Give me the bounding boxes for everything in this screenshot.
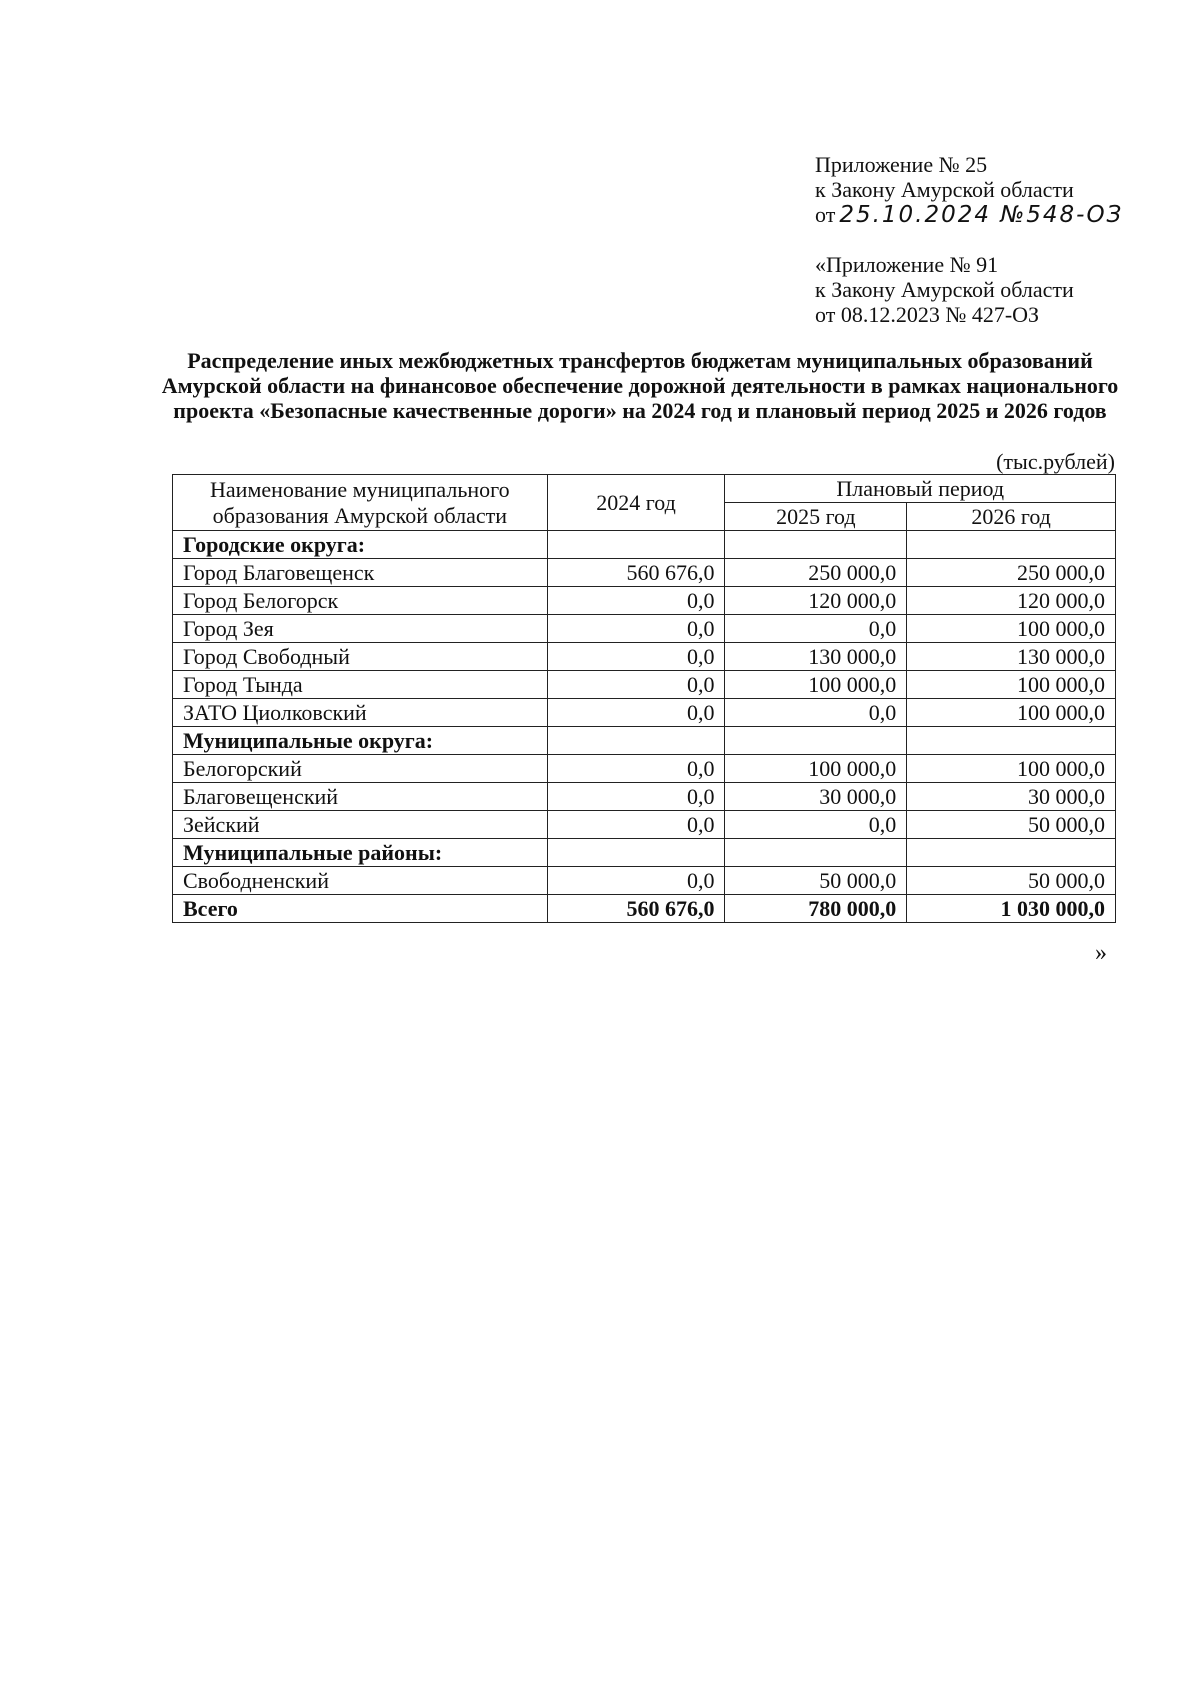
cell-name: Городские округа: xyxy=(173,531,548,559)
cell-name: Город Благовещенск xyxy=(173,559,548,587)
cell-name: Белогорский xyxy=(173,755,548,783)
table-row xyxy=(173,811,1116,839)
cell-2026: 100 000,0 xyxy=(907,699,1116,727)
cell-name: Город Белогорск xyxy=(173,587,548,615)
group-row xyxy=(173,727,1116,755)
previous-appendix-number: «Приложение № 91 xyxy=(815,252,999,277)
cell-2024: 560 676,0 xyxy=(547,895,725,923)
cell-2024: 0,0 xyxy=(547,755,725,783)
law-date-line xyxy=(815,202,1175,228)
document-title: Распределение иных межбюджетных трансфертов бюджетам муниципальных образований Амурской области на финансовое обеспечение дорожной деятельности в рамках национального проекта «Безопасные качественные дороги» на 2024 год и плановый период 2025 и 2026 годов xyxy=(161,348,1119,423)
table-row xyxy=(173,867,1116,895)
cell-name: Город Свободный xyxy=(173,643,548,671)
column-header-name: Наименование муниципального образования Амурской области xyxy=(173,475,548,531)
appendix-number: Приложение № 25 xyxy=(815,152,988,177)
cell-2026: 50 000,0 xyxy=(907,811,1116,839)
cell-2025: 250 000,0 xyxy=(725,559,907,587)
table-row xyxy=(173,699,1116,727)
units-label: (тыс.рублей) xyxy=(996,449,1115,474)
cell-2026: 1 030 000,0 xyxy=(907,895,1116,923)
cell-2024: 0,0 xyxy=(547,811,725,839)
cell-2026: 30 000,0 xyxy=(907,783,1116,811)
cell-name: Город Тында xyxy=(173,671,548,699)
cell-name: Муниципальные районы: xyxy=(173,839,548,867)
cell-name: ЗАТО Циолковский xyxy=(173,699,548,727)
group-row xyxy=(173,531,1116,559)
appendix-header xyxy=(815,152,1175,228)
cell-2025: 50 000,0 xyxy=(725,867,907,895)
cell-2026 xyxy=(907,727,1116,755)
table-row xyxy=(173,643,1116,671)
previous-law-date: от 08.12.2023 № 427-ОЗ xyxy=(815,302,1040,327)
cell-2026: 250 000,0 xyxy=(907,559,1116,587)
cell-2025: 100 000,0 xyxy=(725,671,907,699)
table-row xyxy=(173,615,1116,643)
cell-2025: 120 000,0 xyxy=(725,587,907,615)
cell-2026: 100 000,0 xyxy=(907,615,1116,643)
table-row xyxy=(173,755,1116,783)
handwritten-date: 25.10.2024 №548-ОЗ xyxy=(839,202,1124,228)
cell-2024 xyxy=(547,531,725,559)
cell-2026 xyxy=(907,839,1116,867)
previous-appendix-header xyxy=(815,252,1175,327)
cell-2025 xyxy=(725,727,907,755)
total-row xyxy=(173,895,1116,923)
cell-2024 xyxy=(547,727,725,755)
cell-2024: 0,0 xyxy=(547,615,725,643)
cell-2026: 120 000,0 xyxy=(907,587,1116,615)
table-row xyxy=(173,783,1116,811)
cell-2026: 100 000,0 xyxy=(907,671,1116,699)
cell-2025: 780 000,0 xyxy=(725,895,907,923)
cell-2025: 0,0 xyxy=(725,615,907,643)
cell-2026 xyxy=(907,531,1116,559)
cell-name: Благовещенский xyxy=(173,783,548,811)
column-header-2026: 2026 год xyxy=(907,503,1116,531)
cell-2025: 130 000,0 xyxy=(725,643,907,671)
cell-2025 xyxy=(725,839,907,867)
cell-name: Муниципальные округа: xyxy=(173,727,548,755)
cell-2026: 130 000,0 xyxy=(907,643,1116,671)
date-prefix: от xyxy=(815,202,836,227)
cell-2024: 560 676,0 xyxy=(547,559,725,587)
cell-2024: 0,0 xyxy=(547,783,725,811)
table-row xyxy=(173,671,1116,699)
cell-2024: 0,0 xyxy=(547,671,725,699)
cell-2025: 0,0 xyxy=(725,811,907,839)
cell-2024: 0,0 xyxy=(547,699,725,727)
cell-name: Свободненский xyxy=(173,867,548,895)
cell-2025 xyxy=(725,531,907,559)
column-header-2024: 2024 год xyxy=(547,475,725,531)
transfers-table xyxy=(172,474,1116,923)
cell-2024: 0,0 xyxy=(547,643,725,671)
previous-law-reference: к Закону Амурской области xyxy=(815,277,1074,302)
cell-2025: 30 000,0 xyxy=(725,783,907,811)
table-header-row xyxy=(173,475,1116,503)
cell-name: Всего xyxy=(173,895,548,923)
cell-2025: 0,0 xyxy=(725,699,907,727)
cell-2026: 50 000,0 xyxy=(907,867,1116,895)
law-reference: к Закону Амурской области xyxy=(815,177,1074,202)
cell-name: Город Зея xyxy=(173,615,548,643)
cell-2024: 0,0 xyxy=(547,587,725,615)
cell-name: Зейский xyxy=(173,811,548,839)
group-row xyxy=(173,839,1116,867)
table-row xyxy=(173,587,1116,615)
cell-2024 xyxy=(547,839,725,867)
cell-2024: 0,0 xyxy=(547,867,725,895)
table-row xyxy=(173,559,1116,587)
closing-quote: » xyxy=(1095,940,1107,966)
table-body xyxy=(173,531,1116,923)
column-header-2025: 2025 год xyxy=(725,503,907,531)
cell-2025: 100 000,0 xyxy=(725,755,907,783)
column-header-planned: Плановый период xyxy=(725,475,1116,503)
cell-2026: 100 000,0 xyxy=(907,755,1116,783)
